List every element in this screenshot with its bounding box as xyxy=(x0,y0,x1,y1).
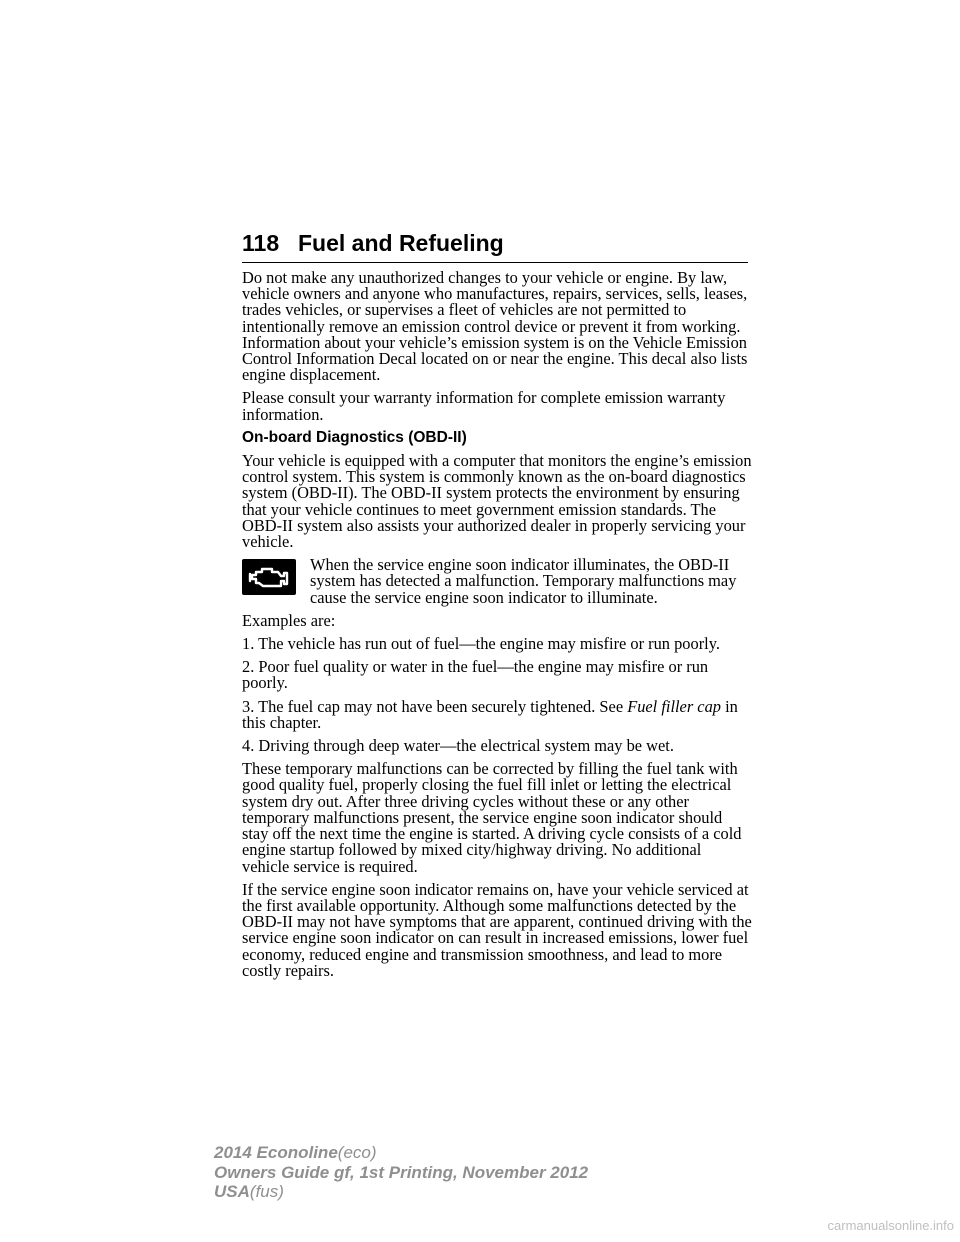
watermark: carmanualsonline.info xyxy=(827,1218,954,1233)
footer-market: USA xyxy=(214,1182,250,1201)
paragraph-modifications: Do not make any unauthorized changes to your vehicle or engine. By law, vehicle owners and anyone who manufactures, repairs, services, sells, leases, trades vehicles, or supervises a fleet of vehicles are not permitted to intentionally remove an emission control device or prevent it from working. Information about your vehicle’s emission system is on the Vehicle Emission Control Information Decal located on or near the engine. This decal also lists engine displacement. xyxy=(242,268,748,385)
list-item-3-tail: in this chapter. xyxy=(242,696,738,732)
footer-model-line xyxy=(214,1143,634,1163)
indicator-block xyxy=(242,557,752,606)
chapter-title: Fuel and Refueling xyxy=(298,230,504,256)
check-engine-icon xyxy=(242,559,296,595)
paragraph-indicator-remains-on: If the service engine soon indicator remains on, have your vehicle serviced at the first available opportunity. Although some malfunctions detected by the OBD-II may not have symptoms that are apparent, continued driving with the service engine soon indicator on can result in increased emissions, lower fuel economy, reduced engine and transmission smoothness, and lead to more costly repairs. xyxy=(242,879,752,980)
list-item-3 xyxy=(242,696,752,732)
footer-printing: Owners Guide gf, 1st Printing, November 2012 xyxy=(214,1162,589,1182)
page-footer xyxy=(214,1143,634,1202)
fuel-filler-cap-reference: Fuel filler cap xyxy=(627,696,721,716)
section-heading-obd: On-board Diagnostics (OBD-II) xyxy=(242,428,467,446)
examples-label: Examples are: xyxy=(242,610,336,630)
footer-market-line xyxy=(214,1182,634,1202)
list-item-3-text: 3. The fuel cap may not have been securely tightened. See xyxy=(242,696,628,716)
footer-model: 2014 Econoline xyxy=(214,1143,338,1162)
paragraph-indicator: When the service engine soon indicator illuminates, the OBD-II system has detected a malfunction. Temporary malfunctions may cause the service engine soon indicator to illuminate. xyxy=(310,555,737,607)
page-body xyxy=(242,270,752,986)
footer-market-code: (fus) xyxy=(249,1182,284,1201)
paragraph-obd-intro: Your vehicle is equipped with a computer that monitors the engine’s emission control system. This system is commonly known as the on-board diagnostics system (OBD-II). The OBD-II system protects the environment by ensuring that your vehicle continues to meet government emission standards. The OBD-II system also assists your authorized dealer in properly servicing your vehicle. xyxy=(242,451,752,552)
page-number: 118 xyxy=(242,230,280,256)
paragraph-warranty: Please consult your warranty information for complete emission warranty information. xyxy=(242,388,726,424)
list-item-1: 1. The vehicle has run out of fuel—the engine may misfire or run poorly. xyxy=(242,634,720,654)
paragraph-temporary-malfunctions: These temporary malfunctions can be corrected by filling the fuel tank with good quality fuel, properly closing the fuel fill inlet or letting the electrical system dry out. After three driving cycles without these or any other temporary malfunctions present, the service engine soon indicator should stay off the next time the engine is started. A driving cycle consists of a cold engine startup followed by mixed city/highway driving. No additional vehicle service is required. xyxy=(242,759,742,876)
list-item-4: 4. Driving through deep water—the electrical system may be wet. xyxy=(242,736,674,756)
list-item-2: 2. Poor fuel quality or water in the fuel—the engine may misfire or run poorly. xyxy=(242,657,709,693)
page-header xyxy=(242,228,748,263)
footer-model-code: (eco) xyxy=(337,1143,377,1162)
